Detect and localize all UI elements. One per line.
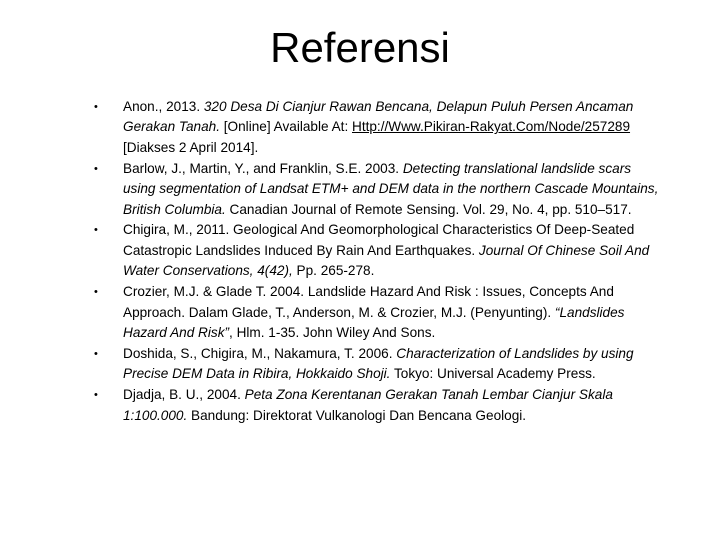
reference-title: Characterization of Landslides by using Precise DEM Data in Ribira, Hokkaido Shoji.	[123, 345, 634, 382]
reference-item	[94, 344, 664, 385]
reference-text: Canadian Journal of Remote Sensing. Vol. 29, No. 4, pp. 510–517.	[225, 201, 632, 217]
reference-item	[94, 220, 664, 281]
reference-title: Peta Zona Kerentanan Gerakan Tanah Lembar Cianjur Skala 1:100.000.	[123, 387, 613, 423]
slide-title: Referensi	[270, 24, 450, 71]
reference-text: Barlow, J., Martin, Y., and Franklin, S.E. 2003.	[123, 160, 403, 176]
reference-text: Djadja, B. U., 2004.	[123, 387, 245, 403]
reference-title: 4(42),	[257, 263, 293, 279]
reference-title: Detecting translational landslide scars using segmentation of Landsat ETM+ and DEM data in the northern Cascade Mountains, British Columbia.	[123, 160, 659, 217]
reference-text: Pp. 265-278.	[292, 263, 375, 279]
reference-title: Journal Of Chinese Soil And Water Conservations,	[123, 242, 650, 279]
reference-item	[94, 282, 664, 343]
bullet-icon: •	[94, 224, 98, 237]
bullet-icon: •	[94, 347, 98, 360]
bullet-icon: •	[94, 101, 98, 113]
reference-item	[94, 97, 664, 158]
reference-text: [Diakses 2 April 2014].	[123, 139, 259, 155]
bullet-icon: •	[94, 389, 98, 402]
reference-list	[94, 97, 664, 426]
reference-item	[94, 385, 664, 426]
bullet-icon: •	[94, 286, 98, 299]
reference-text: Bandung: Direktorat Vulkanologi Dan Bencana Geologi.	[187, 407, 527, 423]
reference-text: Tokyo: Universal Academy Press.	[390, 366, 596, 382]
reference-title: 320 Desa Di Cianjur Rawan Bencana, Delapun Puluh Persen Ancaman Gerakan Tanah.	[123, 99, 634, 135]
reference-text: Doshida, S., Chigira, M., Nakamura, T. 2006.	[123, 345, 397, 361]
reference-link[interactable]: Http://Www.Pikiran-Rakyat.Com/Node/257289	[352, 119, 631, 135]
reference-text: Anon., 2013.	[123, 99, 204, 114]
reference-title: “Landslides Hazard And Risk”	[123, 304, 625, 340]
reference-text: , Hlm. 1-35. John Wiley And Sons.	[229, 324, 436, 340]
reference-item	[94, 159, 664, 220]
bullet-icon: •	[94, 162, 98, 175]
reference-text: [Online] Available At:	[220, 119, 352, 135]
reference-text: Chigira, M., 2011. Geological And Geomorphological Characteristics Of Deep-Seated Catastropic Landslides Induced By Rain And Earthquakes.	[123, 222, 635, 258]
reference-text: Crozier, M.J. & Glade T. 2004. Landslide Hazard And Risk : Issues, Concepts And Approach. Dalam Glade, T., Anderson, M. & Crozier, M.J. (Penyunting).	[123, 284, 614, 320]
